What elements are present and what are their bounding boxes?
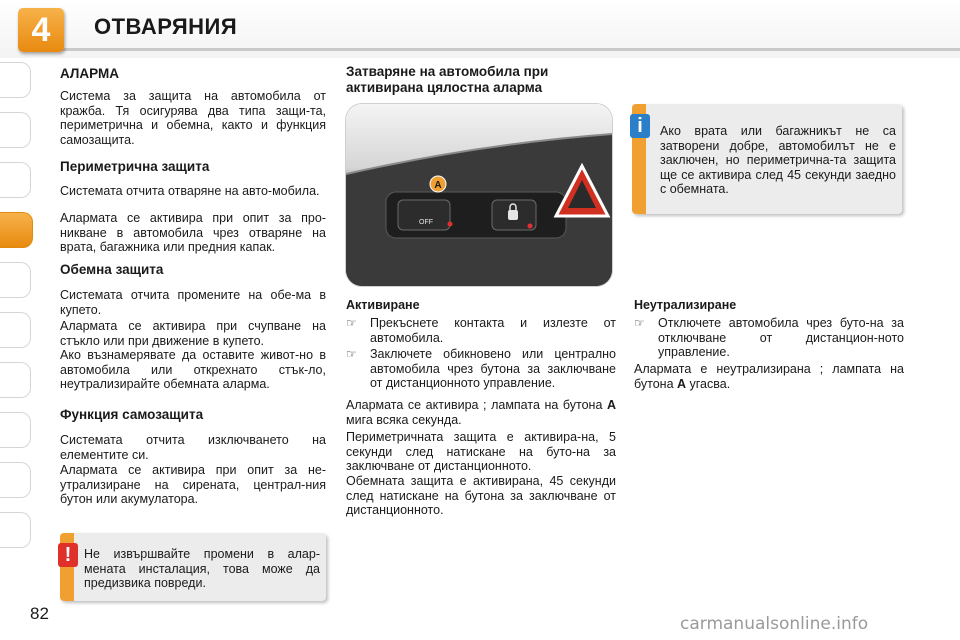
chapter-tab-9[interactable] (0, 462, 31, 498)
neutralize-para: Алармата е неутрализирана ; лампата на бутона A угасва. (634, 362, 904, 391)
volume-heading: Обемна защита (60, 262, 164, 277)
activation-para-3: Обемната защита е активирана, 45 секунди след натискане на бутона за заключване от дистанционното. (346, 474, 616, 517)
info-box (632, 104, 902, 214)
volume-text-2: Алармата се активира при счупване на стъкло или при движение в купето. (60, 319, 326, 348)
neutralize-heading: Неутрализиране (634, 298, 737, 312)
chapter-tabs (0, 62, 36, 572)
header-rule (60, 48, 960, 51)
list-item: ☞ Отключете автомобила чрез буто-на за отключване от дистанцион-ното управление. (634, 316, 904, 359)
hand-pointer-icon: ☞ (634, 316, 645, 330)
activation-list (346, 316, 616, 393)
hand-pointer-icon: ☞ (346, 347, 357, 361)
perimeter-text-2: Алармата се активира при опит за про-никване в автомобила чрез отваряне на врата, багажника или предния капак. (60, 211, 326, 254)
chapter-badge: 4 (18, 8, 64, 52)
volume-text-1: Системата отчита промените на обе-ма в купето. (60, 288, 326, 317)
neutralize-list (634, 316, 904, 362)
info-icon: i (630, 114, 650, 138)
photo-label-off: OFF (419, 219, 433, 226)
chapter-tab-5[interactable] (0, 262, 31, 298)
selfprot-heading: Функция самозащита (60, 407, 204, 422)
chapter-tab-3[interactable] (0, 162, 31, 198)
alarm-button-photo (346, 104, 612, 286)
watermark: carmanualsonline.info (680, 614, 869, 634)
alarm-heading: АЛАРМА (60, 66, 119, 81)
list-item: ☞ Заключете обикновено или централно автомобила чрез бутона за заключване от дистанционното управление. (346, 347, 616, 390)
page-number: 82 (30, 604, 49, 623)
warning-icon: ! (58, 543, 78, 567)
chapter-tab-2[interactable] (0, 112, 31, 148)
alarm-text: Система за защита на автомобила от кражба. Тя осигурява два типа защи-та, периметрична и обемна, както и функция самозащита. (60, 89, 326, 147)
selfprot-text-1: Системата отчита изключването на елементите си. (60, 433, 326, 462)
selfprot-text-2: Алармата се активира при опит за не-утрализиране на сирената, централ-ния бутон или акумулатора. (60, 463, 326, 506)
warning-box (60, 533, 326, 601)
activation-para-2: Периметричната защита е активира-на, 5 секунди след натискане на буто-на за заключване от дистанционното. (346, 430, 616, 473)
list-item: ☞ Прекъснете контакта и излезте от автомобила. (346, 316, 616, 345)
chapter-tab-6[interactable] (0, 312, 31, 348)
info-text: Ако врата или багажникът не са затворени добре, автомобилът не е заключен, но периметрична-та защита ще се активира след 45 секунди заедно с обемната. (660, 124, 896, 196)
warning-text: Не извършвайте промени в алар-мената инсталация, това може да предизвика повреди. (84, 547, 320, 590)
activation-para-1: Алармата се активира ; лампата на бутона A мига всяка секунда. (346, 398, 616, 427)
perimeter-text-1: Системата отчита отваряне на авто-мобила. (60, 184, 320, 198)
chapter-tab-8[interactable] (0, 412, 31, 448)
chapter-tab-10[interactable] (0, 512, 31, 548)
hand-pointer-icon: ☞ (346, 316, 357, 330)
chapter-tab-4-active[interactable] (0, 212, 33, 248)
middle-heading: Затваряне на автомобила при активирана цялостна аларма (346, 64, 549, 95)
chapter-title: ОТВАРЯНИЯ (94, 14, 238, 39)
chapter-tab-1[interactable] (0, 62, 31, 98)
button-panel-illustration (346, 104, 612, 286)
photo-label-a: A (434, 180, 442, 191)
chapter-tab-7[interactable] (0, 362, 31, 398)
volume-text-3: Ако възнамерявате да оставите живот-но в автомобила или открехнато стък-ло, неутрализирайте обемната аларма. (60, 348, 326, 391)
activation-heading: Активиране (346, 298, 420, 312)
perimeter-heading: Периметрична защита (60, 159, 210, 174)
